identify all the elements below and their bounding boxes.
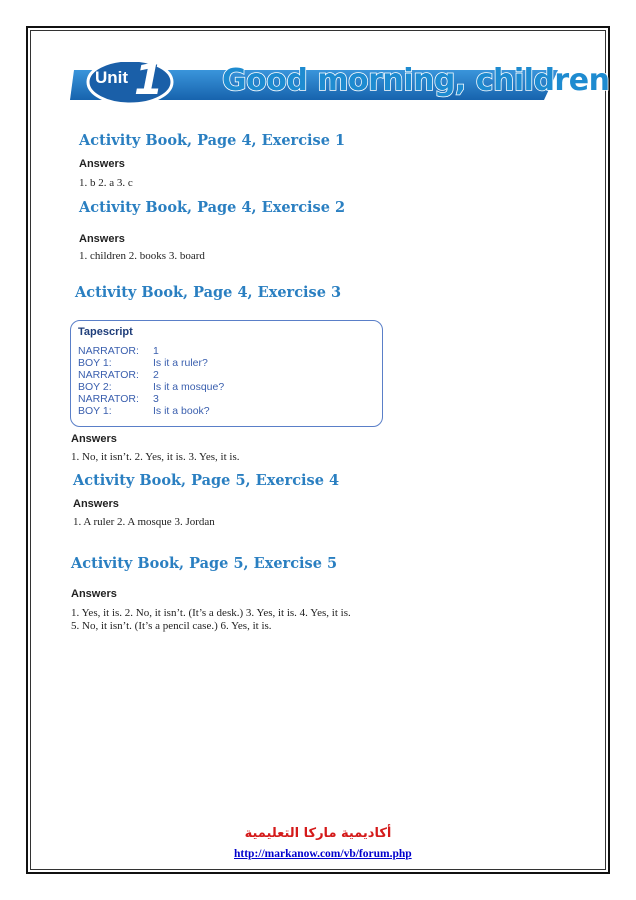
page-inner-border bbox=[30, 30, 606, 870]
tapescript-line: Is it a ruler? bbox=[153, 357, 208, 369]
tapescript-speaker: NARRATOR: bbox=[78, 393, 139, 405]
answers-text: 5. No, it isn’t. (It’s a pencil case.) 6. Yes, it is. bbox=[71, 620, 272, 632]
tapescript-speaker: BOY 1: bbox=[78, 357, 112, 369]
answers-text: 1. No, it isn’t. 2. Yes, it is. 3. Yes, it is. bbox=[71, 451, 240, 463]
answers-label: Answers bbox=[79, 158, 125, 170]
tapescript-speaker: BOY 1: bbox=[78, 405, 112, 417]
tapescript-line: 2 bbox=[153, 369, 159, 381]
answers-text: 1. b 2. a 3. c bbox=[79, 177, 133, 189]
tapescript-line: 3 bbox=[153, 393, 159, 405]
tapescript-line: 1 bbox=[153, 345, 159, 357]
tapescript-speaker: NARRATOR: bbox=[78, 345, 139, 357]
exercise-heading: Activity Book, Page 4, Exercise 2 bbox=[79, 199, 346, 216]
answers-label: Answers bbox=[73, 498, 119, 510]
exercise-heading: Activity Book, Page 5, Exercise 4 bbox=[73, 472, 340, 489]
footer-forum-link[interactable]: http://markanow.com/vb/forum.php bbox=[234, 848, 412, 860]
answers-label: Answers bbox=[71, 588, 117, 600]
tapescript-line: Is it a book? bbox=[153, 405, 210, 417]
answers-text: 1. Yes, it is. 2. No, it isn’t. (It’s a desk.) 3. Yes, it is. 4. Yes, it is. bbox=[71, 607, 351, 619]
tapescript-title: Tapescript bbox=[78, 326, 133, 338]
answers-label: Answers bbox=[71, 433, 117, 445]
unit-label: Unit bbox=[95, 68, 129, 87]
tapescript-line: Is it a mosque? bbox=[153, 381, 225, 393]
footer-academy-name: أكاديمية ماركا التعليمية bbox=[244, 826, 392, 841]
page-title: Good morning, children bbox=[222, 63, 610, 98]
exercise-heading: Activity Book, Page 4, Exercise 3 bbox=[75, 284, 342, 301]
answers-text: 1. A ruler 2. A mosque 3. Jordan bbox=[73, 516, 215, 528]
answers-label: Answers bbox=[79, 233, 125, 245]
unit-number: 1 bbox=[134, 55, 164, 104]
tapescript-speaker: NARRATOR: bbox=[78, 369, 139, 381]
answers-text: 1. children 2. books 3. board bbox=[79, 250, 205, 262]
tapescript-speaker: BOY 2: bbox=[78, 381, 112, 393]
exercise-heading: Activity Book, Page 5, Exercise 5 bbox=[71, 555, 338, 572]
exercise-heading: Activity Book, Page 4, Exercise 1 bbox=[79, 132, 346, 149]
